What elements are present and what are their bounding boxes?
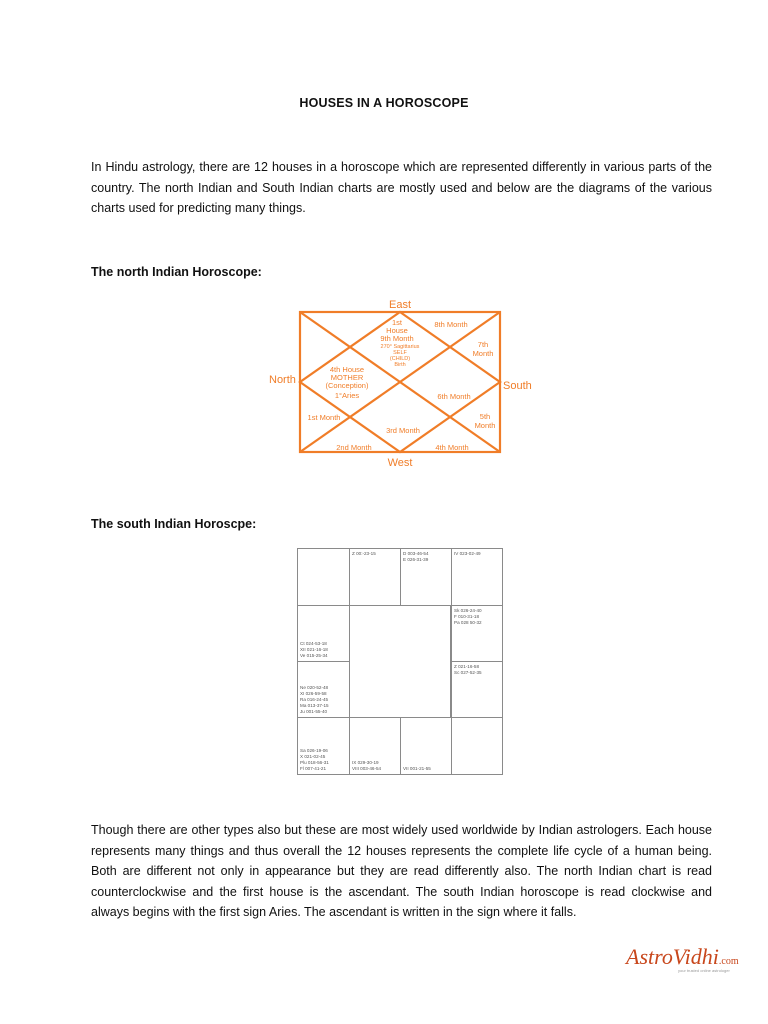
north-heading: The north Indian Horoscope: xyxy=(91,265,262,279)
logo-brand-name: AstroVidhi xyxy=(626,944,719,969)
south-chart-center xyxy=(349,605,451,718)
dir-south: South xyxy=(503,380,532,392)
logo-tagline: your trusted online astrologer xyxy=(678,968,730,973)
south-cell-text: VIII 003-46-54 xyxy=(352,766,382,771)
south-cell-r1c3 xyxy=(451,605,503,662)
south-cell-r0c0 xyxy=(297,548,350,606)
outro-paragraph: Though there are other types also but these are most widely used worldwide by Indian astrologers. Each house represents many things and thus overall the 12 houses represents the complete life cycle of a human being. Both are different not only in appearance but they are read differently also. The north Indian chart is read counterclockwise and the first house is the ascendant. The south Indian horoscope is read clockwise and always begins with the first sign Aries. The ascendant is written in the sign where it falls. xyxy=(91,823,712,919)
south-cell-text: Ra 016-24-45 xyxy=(300,697,329,702)
intro-paragraph: In Hindu astrology, there are 12 houses in a horoscope which are represented differently in various parts of the country. The north Indian and South Indian charts are mostly used and below are the diagrams of the various charts used for predicting many things. xyxy=(91,160,712,215)
lbl-fourth-2: MOTHER xyxy=(330,373,364,382)
north-indian-chart xyxy=(266,296,538,472)
lbl-eighth: 8th Month xyxy=(434,320,468,329)
south-cell-text: Ne 020-52-48 xyxy=(300,685,329,690)
south-cell-r0c3 xyxy=(451,548,503,606)
south-cell-text: X 021-02-45 xyxy=(300,754,326,759)
south-cell-r2c0 xyxy=(297,661,350,718)
south-cell-text: Sa 026-19-06 xyxy=(300,748,328,753)
lbl-fourth-4: 1°Aries xyxy=(334,391,360,400)
south-cell-r3c3 xyxy=(451,717,503,775)
lbl-fourth-3: (Conception) xyxy=(325,381,369,390)
dir-north: North xyxy=(269,374,296,386)
lbl-fifth-2: Month xyxy=(474,421,496,430)
lbl-second-month: 2nd Month xyxy=(336,443,372,452)
south-cell-text: Sc 027-52-35 xyxy=(454,670,482,675)
dir-west: West xyxy=(387,457,413,469)
lbl-seventh-2: Month xyxy=(472,349,494,358)
lbl-seventh-1: 7th xyxy=(477,340,489,349)
lbl-fourth-month: 4th Month xyxy=(435,443,469,452)
south-cell-text: XII 021-16-18 xyxy=(300,647,328,652)
lbl-top-s4: Birth xyxy=(394,362,406,368)
south-cell-text: Fl 007-41-21 xyxy=(300,766,327,771)
south-cell-text: VII 001-21-55 xyxy=(403,766,431,771)
page-title: HOUSES IN A HOROSCOPE xyxy=(299,96,469,110)
south-cell-text: XI 026-59-58 xyxy=(300,691,327,696)
south-cell-text: Z 00:-23-15 xyxy=(352,551,376,556)
south-heading: The south Indian Horoscpe: xyxy=(91,517,257,531)
south-cell-text: Ve 015-25-34 xyxy=(300,653,328,658)
lbl-top-1: 1st xyxy=(391,318,403,327)
lbl-top-s2: SELF xyxy=(393,350,407,356)
dir-east: East xyxy=(388,299,412,311)
south-cell-text: IX 029-30-19 xyxy=(352,760,379,765)
south-cell-text: Pa 028 50-32 xyxy=(454,620,482,625)
south-cell-r2c3 xyxy=(451,661,503,718)
south-cell-r3c0 xyxy=(297,717,350,775)
south-cell-text: Z 021-16-58 xyxy=(454,664,480,669)
south-cell-text: Ma 013-37-15 xyxy=(300,703,329,708)
logo-brand xyxy=(626,944,739,969)
south-cell-text: Ju 001-55-40 xyxy=(300,709,328,714)
lbl-sixth: 6th Month xyxy=(437,392,471,401)
south-cell-text: D 003-46-54 xyxy=(403,551,429,556)
logo-suffix: .com xyxy=(718,956,739,967)
south-cell-r0c1 xyxy=(349,548,401,606)
lbl-first-month: 1st Month xyxy=(307,413,341,422)
lbl-top-3: 9th Month xyxy=(380,334,414,343)
lbl-fourth-1: 4th House xyxy=(329,365,365,374)
south-cell-text: IV 023-02-49 xyxy=(454,551,481,556)
lbl-fifth-1: 5th xyxy=(479,412,491,421)
lbl-third-month: 3rd Month xyxy=(386,426,420,435)
south-cell-text: E 026-31-39 xyxy=(403,557,429,562)
south-cell-r0c2 xyxy=(400,548,452,606)
astrovidhi-logo[interactable] xyxy=(626,944,739,984)
south-cell-text: F 010-31-18 xyxy=(454,614,480,619)
south-cell-text: Plu 018-56-31 xyxy=(300,760,329,765)
south-cell-r3c2 xyxy=(400,717,452,775)
lbl-top-s3: (CHILD) xyxy=(389,356,411,362)
south-indian-chart xyxy=(297,548,503,775)
south-cell-text: Sk 026-24-40 xyxy=(454,608,482,613)
lbl-top-2: House xyxy=(386,326,408,335)
lbl-top-s1: 270° Sagittarius xyxy=(380,344,420,350)
south-cell-text: Ct 024-53-18 xyxy=(300,641,327,646)
south-cell-r3c1 xyxy=(349,717,401,775)
south-cell-r1c0 xyxy=(297,605,350,662)
